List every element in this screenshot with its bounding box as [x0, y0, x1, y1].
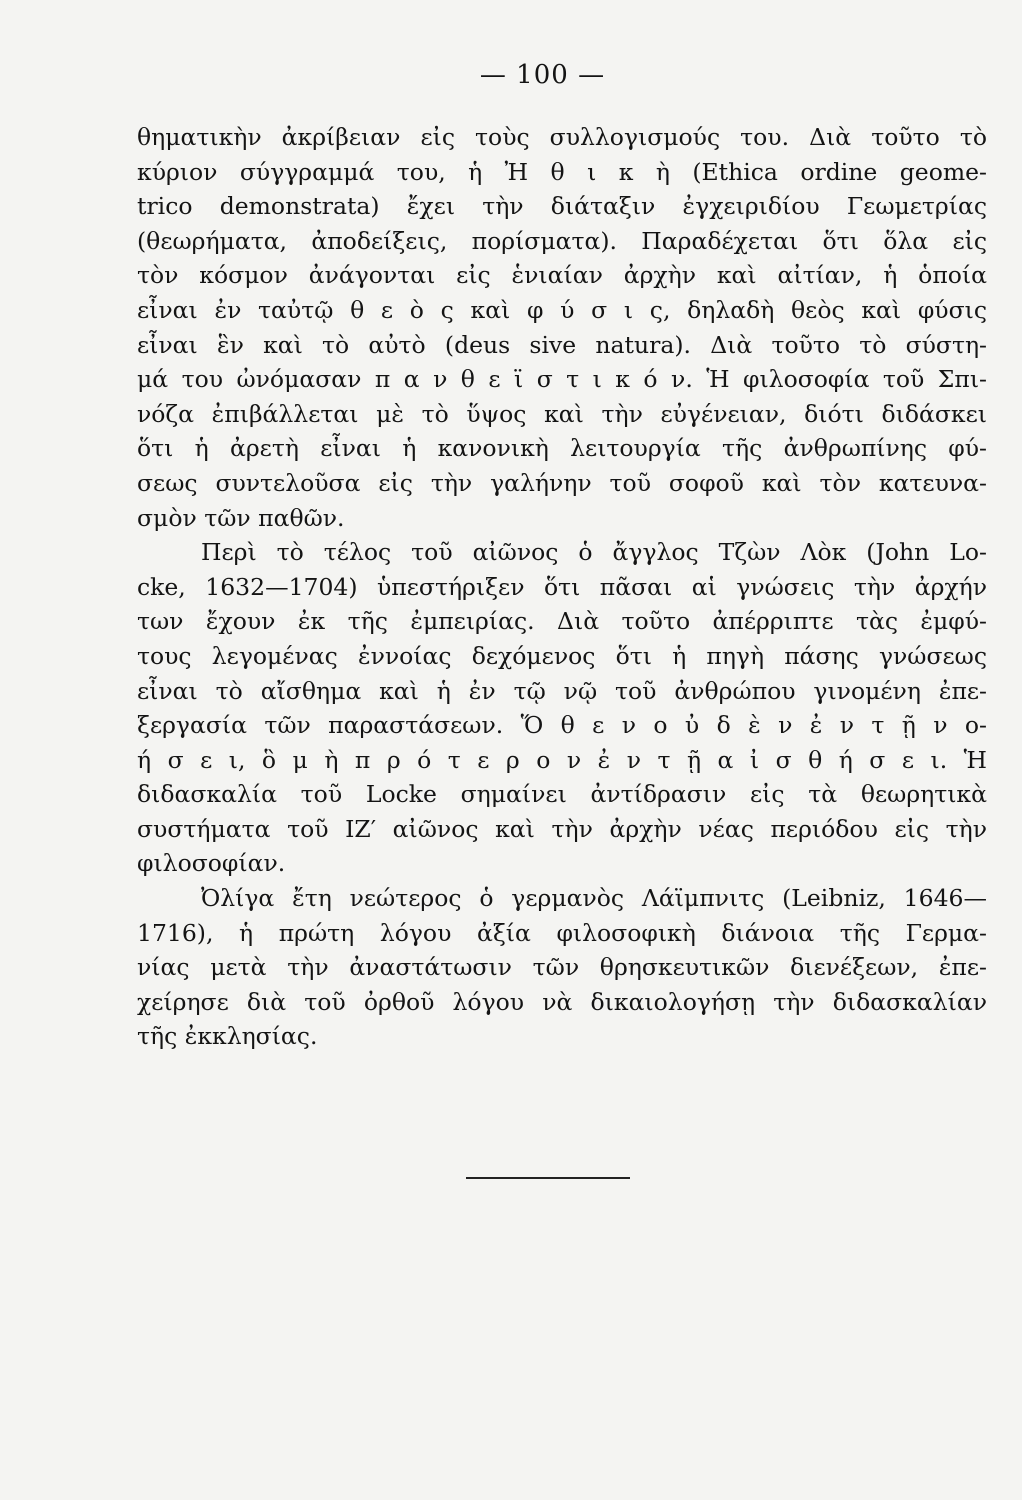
text-line: ή σ ε ι, ὃ μ ὴ π ρ ό τ ε ρ ο ν ἐ ν τ ῇ α ἰ σ θ ή σ ε ι. Ἡ: [137, 745, 987, 774]
text-line: εἶναι ἐν ταὐτῷ θ ε ὸ ς καὶ φ ύ σ ι ς, δηλαδὴ θεὸς καὶ φύσις: [137, 295, 987, 324]
text-line: χείρησε διὰ τοῦ ὀρθοῦ λόγου νὰ δικαιολογήσῃ τὴν διδασκαλίαν: [137, 987, 987, 1016]
paragraph-end-line: τῆς ἐκκλησίας.: [137, 1022, 318, 1051]
text-line: μά του ὠνόμασαν π α ν θ ε ϊ σ τ ι κ ό ν. Ἡ φιλοσοφία τοῦ Σπι-: [137, 365, 987, 394]
section-divider-rule: [466, 1177, 630, 1179]
text-line: σεως συντελοῦσα εἰς τὴν γαλήνην τοῦ σοφοῦ καὶ τὸν κατευνα-: [137, 468, 987, 497]
text-line: ξεργασία τῶν παραστάσεων. Ὅ θ ε ν ο ὐ δ ὲ ν ἐ ν τ ῇ ν ο-: [137, 711, 987, 740]
page-number: — 100 —: [479, 60, 606, 90]
text-line: εἶναι ἓν καὶ τὸ αὐτὸ (deus sive natura). Διὰ τοῦτο τὸ σύστη-: [137, 330, 987, 359]
paragraph-end-line: φιλοσοφίαν.: [137, 849, 286, 878]
text-line: κύριον σύγγραμμά του, ἡ Ἠ θ ι κ ὴ (Ethica ordine geome-: [137, 157, 987, 186]
text-line: 1716), ἡ πρώτη λόγου ἀξία φιλοσοφικὴ διάνοια τῆς Γερμα-: [137, 918, 987, 947]
text-line: νόζα ἐπιβάλλεται μὲ τὸ ὕψος καὶ τὴν εὐγένειαν, διότι διδάσκει: [137, 399, 987, 428]
text-line: εἶναι τὸ αἴσθημα καὶ ἡ ἐν τῷ νῷ τοῦ ἀνθρώπου γινομένη ἐπε-: [137, 676, 987, 705]
text-line: trico demonstrata) ἔχει τὴν διάταξιν ἐγχειριδίου Γεωμετρίας: [137, 192, 987, 221]
text-line: των ἔχουν ἐκ τῆς ἐμπειρίας. Διὰ τοῦτο ἀπέρριπτε τὰς ἐμφύ-: [137, 607, 987, 636]
body-text: [137, 120, 987, 1054]
text-line: cke, 1632—1704) ὑπεστήριξεν ὅτι πᾶσαι αἱ γνώσεις τὴν ἀρχήν: [137, 572, 987, 601]
text-line: νίας μετὰ τὴν ἀναστάτωσιν τῶν θρησκευτικῶν διενέξεων, ἐπε-: [137, 953, 987, 982]
text-line: συστήματα τοῦ ΙΖ′ αἰῶνος καὶ τὴν ἀρχὴν νέας περιόδου εἰς τὴν: [137, 814, 987, 843]
text-line: θηματικὴν ἀκρίβειαν εἰς τοὺς συλλογισμούς του. Διὰ τοῦτο τὸ: [137, 123, 987, 151]
paragraph-start-line: Περὶ τὸ τέλος τοῦ αἰῶνος ὁ ἄγγλος Τζὼν Λὸκ (John Lo-: [201, 538, 987, 567]
text-line: (θεωρήματα, ἀποδείξεις, πορίσματα). Παραδέχεται ὅτι ὅλα εἰς: [137, 226, 987, 255]
text-line: διδασκαλία τοῦ Locke σημαίνει ἀντίδρασιν εἰς τὰ θεωρητικὰ: [137, 780, 987, 809]
text-line: τους λεγομένας ἐννοίας δεχόμενος ὅτι ἡ πηγὴ πάσης γνώσεως: [137, 641, 987, 670]
text-line: ὅτι ἡ ἀρετὴ εἶναι ἡ κανονικὴ λειτουργία τῆς ἀνθρωπίνης φύ-: [137, 434, 987, 463]
paragraph-end-line: σμὸν τῶν παθῶν.: [137, 503, 345, 532]
text-line: τὸν κόσμον ἀνάγονται εἰς ἑνιαίαν ἀρχὴν καὶ αἰτίαν, ἡ ὁποία: [137, 261, 987, 290]
paragraph-start-line: Ὀλίγα ἔτη νεώτερος ὁ γερμανὸς Λάϊμπνιτς (Leibniz, 1646—: [201, 884, 987, 913]
